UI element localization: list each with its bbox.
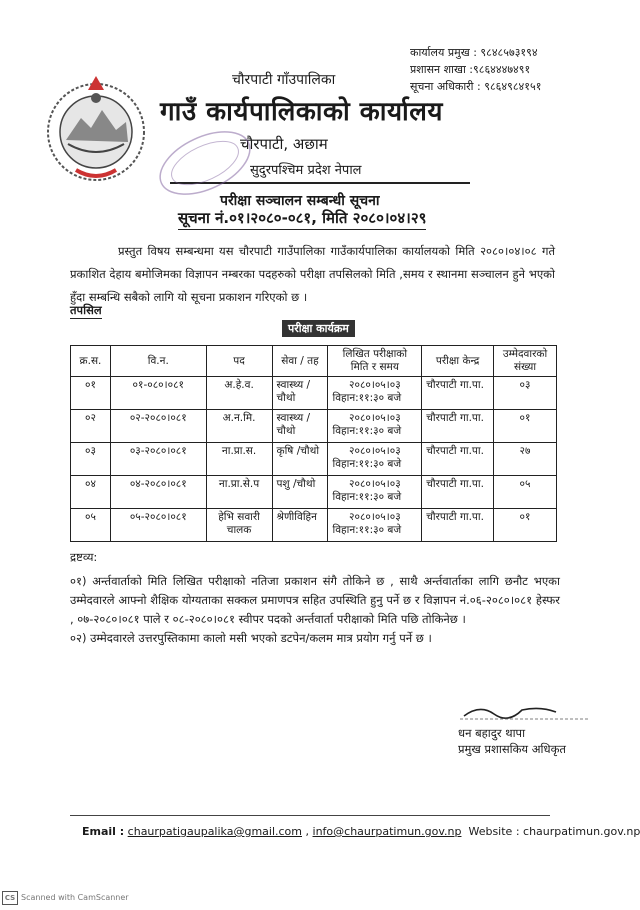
serial-cell: ०४ — [71, 476, 111, 509]
header-cell: परीक्षा केन्द्र — [422, 346, 494, 377]
exam-time: विहान:११:३० बजे — [332, 458, 402, 470]
post-cell: ना.प्रा.स. — [206, 443, 272, 476]
serial-cell: ०१ — [71, 377, 111, 410]
exam-time: विहान:११:३० बजे — [332, 524, 402, 536]
datetime-cell — [328, 476, 422, 509]
office-title: गाउँ कार्यपालिकाको कार्यालय — [160, 97, 443, 127]
candidate-count-cell: ०१ — [494, 410, 557, 443]
datetime-cell — [328, 377, 422, 410]
footer-contact: Email : chaurpatigaupalika@gmail.com , info@chaurpatimun.gov.np Website : chaurpatimun.gov.np — [82, 825, 640, 838]
exam-time: विहान:११:३० बजे — [332, 392, 402, 404]
notes-list — [70, 572, 560, 648]
note-item: ०२) उम्मेदवारले उत्तरपुस्तिकामा कालो मसी भएको डटपेन/कलम मात्र प्रयोग गर्नु पर्ने छ । — [70, 631, 432, 645]
scanner-watermark — [2, 891, 129, 905]
municipality-name: चौरपाटी गाँउपालिका — [232, 72, 336, 88]
signatory-name: धन बहादुर थापा — [458, 726, 526, 740]
admin-section-phone: प्रशासन शाखा :९८६४४४७४९१ — [410, 63, 531, 76]
exam-date: २०८०।०५।०३ — [349, 445, 401, 457]
table-header-row — [71, 346, 557, 377]
notice-body-text: प्रस्तुत विषय सम्बन्धमा यस चौरपाटी गाउँपालिका गाउँकार्यपालिका कार्यालयको मिति २०८०।०४।०८ गते प्रकाशित देहाय बमोजिमका विज्ञापन नम्बरका पदहरुको परीक्षा तपसिलको मिति ,समय र स्थानमा सञ्चालन हुने भएको हुँदा सम्बन्धि सबैको लागि यो सूचना प्रकाशन गरिएको छ । — [70, 244, 555, 304]
center-cell: चौरपाटी गा.पा. — [422, 443, 494, 476]
office-stamp-icon — [150, 128, 260, 198]
footer-divider — [70, 815, 550, 816]
notice-number: सूचना नं.०१।२०८०-०८१, मिति २०८०।०४।२९ — [178, 208, 426, 230]
signature-icon — [460, 702, 590, 722]
adv-no-cell: ०३-२०८०।०८१ — [110, 443, 206, 476]
signatory-title: प्रमुख प्रशासकिय अधिकृत — [458, 742, 566, 756]
header-cell: उम्मेदवारको संख्या — [494, 346, 557, 377]
office-chief-phone: कार्यालय प्रमुख : ९८४८५७३१९४ — [410, 46, 538, 59]
center-cell: चौरपाटी गा.पा. — [422, 377, 494, 410]
notice-body — [70, 240, 555, 309]
adv-no-cell: ०१-०८०।०८१ — [110, 377, 206, 410]
candidate-count-cell: २७ — [494, 443, 557, 476]
exam-program-label: परीक्षा कार्यक्रम — [282, 320, 355, 337]
email-link-2[interactable]: info@chaurpatimun.gov.np — [312, 825, 462, 838]
office-place: चौरपाटी, अछाम — [240, 135, 328, 153]
adv-no-cell: ०५-२०८०।०८१ — [110, 509, 206, 542]
table-row — [71, 377, 557, 410]
header-cell: क्र.स. — [71, 346, 111, 377]
datetime-cell — [328, 509, 422, 542]
notice-title: परीक्षा सञ्चालन सम्बन्धी सूचना — [220, 193, 380, 209]
header-cell: लिखित परीक्षाको मिति र समय — [328, 346, 422, 377]
tapsil-label: तपसिल — [70, 303, 102, 317]
signatory-block — [458, 725, 566, 757]
adv-no-cell: ०२-२०८०।०८१ — [110, 410, 206, 443]
center-cell: चौरपाटी गा.पा. — [422, 410, 494, 443]
service-cell: पशु /चौथो — [272, 476, 328, 509]
candidate-count-cell: ०१ — [494, 509, 557, 542]
header-cell: वि.न. — [110, 346, 206, 377]
note-item: ०१) अर्न्तवार्ताको मिति लिखित परीक्षाको नतिजा प्रकाशन संगै तोकिने छ , साथै अर्न्तवार्ताका लागि छनौट भएका उम्मेदवारले आफ्नो शैक्षिक योग्यताका सक्कल प्रमाणपत्र सहित उपस्थिति हुनु पर्ने छ र विज्ञापन नं.०६-२०८०।०८१ हेस्फर , ०७-२०८०।०८१ पाले र ०८-२०८०।०८१ स्वीपर पदको अर्न्तवार्ता परीक्षाको मिति पछि तोकिनेछ । — [70, 574, 560, 626]
serial-cell: ०५ — [71, 509, 111, 542]
candidate-count-cell: ०३ — [494, 377, 557, 410]
center-cell: चौरपाटी गा.पा. — [422, 509, 494, 542]
post-cell: अ.न.मि. — [206, 410, 272, 443]
email-link-1[interactable]: chaurpatigaupalika@gmail.com — [127, 825, 303, 838]
camscanner-badge: CS — [2, 891, 18, 905]
header-cell: सेवा / तह — [272, 346, 328, 377]
contact-info — [410, 44, 600, 95]
nepal-emblem-icon — [36, 70, 156, 190]
datetime-cell — [328, 410, 422, 443]
exam-time: विहान:११:३० बजे — [332, 491, 402, 503]
serial-cell: ०२ — [71, 410, 111, 443]
exam-date: २०८०।०५।०३ — [349, 478, 401, 490]
datetime-cell — [328, 443, 422, 476]
candidate-count-cell: ०५ — [494, 476, 557, 509]
table-row — [71, 443, 557, 476]
exam-date: २०८०।०५।०३ — [349, 379, 401, 391]
province-name: सुदुरपश्चिम प्रदेश नेपाल — [250, 163, 362, 178]
service-cell: स्वास्थ्य /चौथो — [272, 377, 328, 410]
table-row — [71, 476, 557, 509]
exam-schedule-table — [70, 345, 557, 542]
service-cell: श्रेणीविहिन — [272, 509, 328, 542]
website-label: Website : — [468, 825, 520, 838]
serial-cell: ०३ — [71, 443, 111, 476]
adv-no-cell: ०४-२०८०।०८१ — [110, 476, 206, 509]
post-cell: हेभि सवारी चालक — [206, 509, 272, 542]
table-row — [71, 509, 557, 542]
notes-heading: द्रष्टव्य: — [70, 550, 98, 564]
service-cell: स्वास्थ्य /चौथो — [272, 410, 328, 443]
exam-date: २०८०।०५।०३ — [349, 511, 401, 523]
table-row — [71, 410, 557, 443]
exam-time: विहान:११:३० बजे — [332, 425, 402, 437]
center-cell: चौरपाटी गा.पा. — [422, 476, 494, 509]
post-cell: ना.प्रा.से.प — [206, 476, 272, 509]
website-link[interactable]: chaurpatimun.gov.np — [523, 825, 640, 838]
exam-date: २०८०।०५।०३ — [349, 412, 401, 424]
info-officer-phone: सूचना अधिकारी : ९८६४९८४१५१ — [410, 80, 542, 93]
service-cell: कृषि /चौथो — [272, 443, 328, 476]
scanner-text: Scanned with CamScanner — [21, 893, 129, 902]
email-label: Email : — [82, 825, 125, 838]
header-cell: पद — [206, 346, 272, 377]
post-cell: अ.हे.व. — [206, 377, 272, 410]
